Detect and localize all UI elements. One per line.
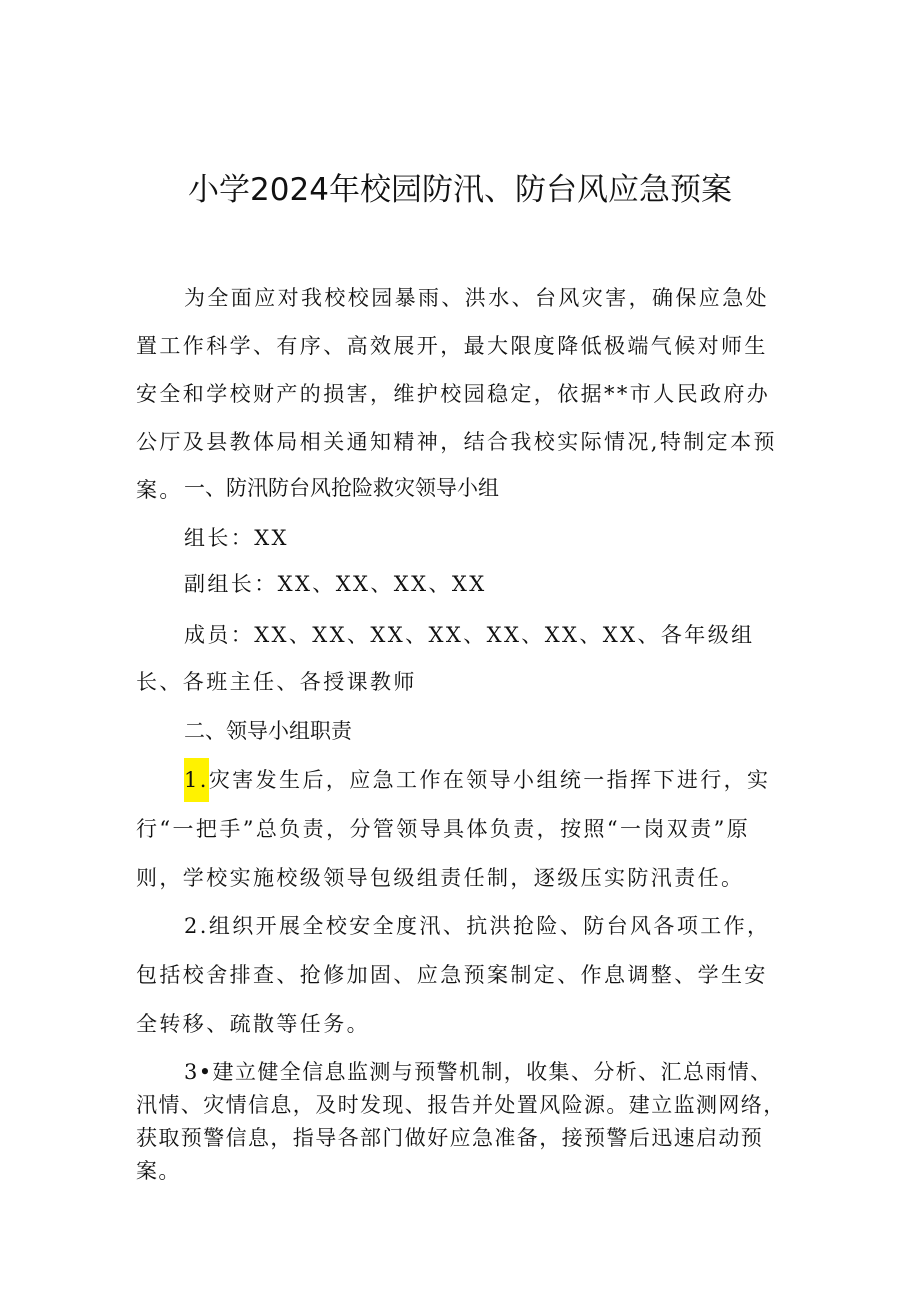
- leader-text: 组长：XX: [184, 526, 289, 550]
- duty1-text: 灾害发生后，应急工作在领导小组统一指挥下进行，实行“一把手”总负责，分管领导具体负责，按照“一岗双责”原则，学校实施校级领导包级组责任制，逐级压实防汛责任。: [136, 768, 771, 890]
- duty2-paragraph: [136, 902, 788, 1049]
- section2-heading: 二、领导小组职责: [184, 719, 352, 743]
- section1-heading: 一、防汛防台风抢险救灾领导小组: [184, 476, 499, 500]
- duty3-text: 3•建立健全信息监测与预警机制，收集、分析、汇总雨情、汛情、灾情信息，及时发现、报告并处置风险源。建立监测网络，获取预警信息，指导各部门做好应急准备，接预警后迅速启动预案。: [136, 1060, 786, 1183]
- intro-text: 为全面应对我校校园暴雨、洪水、台风灾害，确保应急处置工作科学、有序、高效展开，最大限度降低极端气候对师生安全和学校财产的损害，维护校园稳定，依据**市人民政府办公厅及县教体局相关通知精神，结合我校实际情况,特制定本预案。: [136, 286, 777, 502]
- duty1-paragraph: [136, 756, 788, 903]
- deputy-line: [136, 562, 788, 606]
- duty3-paragraph: [136, 1056, 788, 1188]
- leader-line: [136, 516, 788, 560]
- members-paragraph: [136, 612, 788, 706]
- duty1-number-highlight: 1.: [184, 758, 209, 802]
- members-text: 成员：XX、XX、XX、XX、XX、XX、XX、各年级组长、各班主任、各授课教师: [136, 623, 755, 694]
- deputy-text: 副组长：XX、XX、XX、XX: [184, 572, 487, 596]
- document-title: 小学2024年校园防汛、防台风应急预案: [188, 172, 732, 208]
- duty2-text: 2.组织开展全校安全度汛、抗洪抢险、防台风各项工作，包括校舍排查、抢修加固、应急预案制定、作息调整、学生安全转移、疏散等任务。: [136, 914, 771, 1036]
